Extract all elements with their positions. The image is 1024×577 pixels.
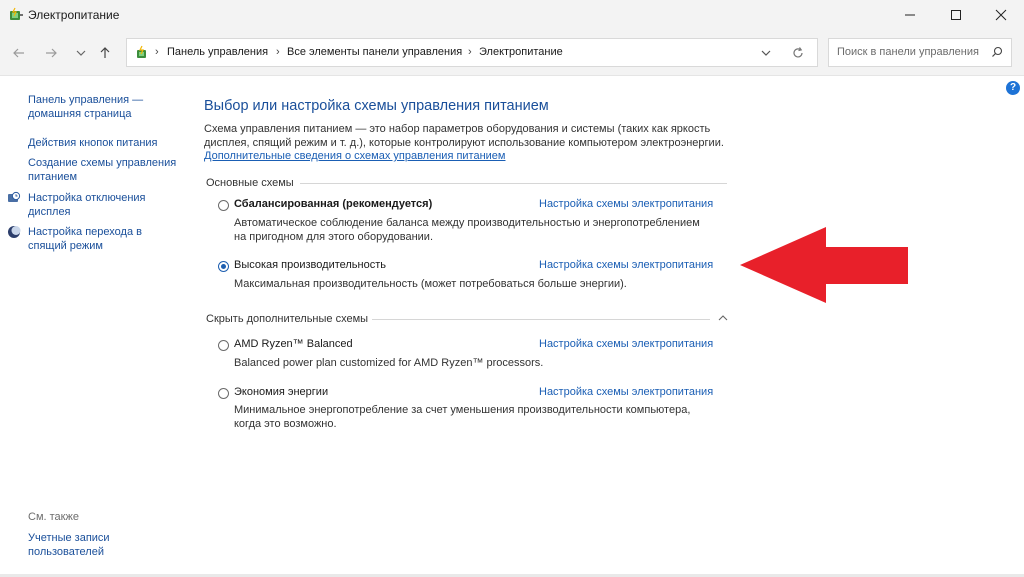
plan-desc-line: Максимальная производительность (может потребоваться больше энергии). [234, 278, 627, 290]
plan-settings-link-balanced[interactable]: Настройка схемы электропитания [539, 198, 714, 210]
plan-name-high-performance[interactable]: Высокая производительность [234, 259, 386, 271]
maximize-icon [950, 9, 962, 21]
sidebar-item-create-plan[interactable] [28, 156, 176, 184]
group-divider [300, 183, 727, 184]
arrow-right-icon [44, 46, 58, 60]
sidebar-item-power-buttons[interactable] [28, 136, 158, 150]
window-title: Электропитание [28, 8, 120, 22]
plan-name-power-saver[interactable]: Экономия энергии [234, 386, 329, 398]
search-placeholder: Поиск в панели управления [837, 46, 979, 58]
primary-plans-label: Основные схемы [206, 177, 294, 189]
plan-radio-amd-balanced[interactable] [218, 340, 229, 351]
display-clock-icon [7, 191, 21, 205]
sidebar-item-label: Настройка перехода в [28, 226, 142, 238]
breadcrumb-power-options[interactable]: Электропитание [479, 46, 563, 58]
close-button[interactable] [978, 0, 1024, 30]
close-icon [995, 9, 1007, 21]
sidebar-item-label: Настройка отключения [28, 192, 146, 204]
sidebar-item-user-accounts[interactable] [28, 531, 110, 559]
plan-name-balanced[interactable]: Сбалансированная (рекомендуется) [234, 198, 433, 210]
refresh-icon[interactable] [789, 44, 807, 62]
sidebar-item-label: спящий режим [28, 240, 103, 252]
up-button[interactable] [94, 42, 118, 64]
power-options-app-icon [8, 7, 24, 23]
plan-radio-balanced[interactable] [218, 200, 229, 211]
forward-button[interactable] [40, 42, 64, 64]
see-also-label: См. также [28, 511, 79, 523]
plan-desc-line: на пригодном для этого оборудовании. [234, 231, 433, 243]
breadcrumb-separator: › [468, 46, 472, 58]
sidebar-item-label: Действия кнопок питания [28, 137, 158, 149]
sidebar-item-label: дисплея [28, 206, 71, 218]
sidebar-item-display-off[interactable] [28, 191, 146, 219]
plan-desc-amd-balanced [234, 356, 543, 370]
sidebar-item-label: пользователей [28, 546, 104, 558]
sidebar-item-control-panel-home[interactable] [28, 93, 143, 121]
breadcrumb-separator: › [276, 46, 280, 58]
plan-desc-high-performance [234, 277, 627, 291]
plan-name-amd-balanced[interactable]: AMD Ryzen™ Balanced [234, 338, 353, 350]
description-line: дисплея, спящий режим и т. д.), которые контролируют использование компьютером электроэнергии. [204, 137, 724, 149]
search-icon[interactable] [991, 46, 1003, 58]
sidebar-item-label: питанием [28, 171, 78, 183]
search-input[interactable] [828, 38, 1012, 67]
control-panel-icon [135, 45, 151, 61]
breadcrumb-control-panel[interactable]: Панель управления [167, 46, 269, 58]
minimize-button[interactable] [887, 0, 933, 30]
navigation-bar [0, 30, 1024, 76]
help-icon[interactable]: ? [1006, 81, 1020, 95]
plan-desc-line: Минимальное энергопотребление за счет уменьшения производительности компьютера, [234, 404, 691, 416]
breadcrumb-all-items[interactable]: Все элементы панели управления [287, 46, 463, 58]
red-arrow-annotation-icon [740, 227, 912, 305]
arrow-up-icon [98, 46, 112, 60]
plan-desc-line: Автоматическое соблюдение баланса между производительностью и энергопотреблением [234, 217, 700, 229]
plan-settings-link-high-performance[interactable]: Настройка схемы электропитания [539, 259, 714, 271]
title-bar [0, 0, 1024, 30]
sidebar-item-sleep[interactable] [28, 225, 142, 253]
sidebar-item-label: Создание схемы управления [28, 157, 177, 169]
plan-desc-line: Balanced power plan customized for AMD Ryzen™ processors. [234, 357, 544, 369]
chevron-up-icon[interactable] [717, 313, 729, 323]
plan-settings-link-power-saver[interactable]: Настройка схемы электропитания [539, 386, 714, 398]
plan-desc-balanced [234, 216, 700, 244]
address-bar[interactable] [126, 38, 818, 67]
plan-desc-power-saver [234, 403, 690, 431]
sidebar-item-label: Панель управления — [28, 94, 144, 106]
maximize-button[interactable] [933, 0, 979, 30]
back-button[interactable] [8, 42, 32, 64]
plan-radio-high-performance[interactable] [218, 261, 229, 272]
hide-additional-plans-toggle[interactable]: Скрыть дополнительные схемы [206, 313, 369, 325]
chevron-down-icon [74, 46, 88, 60]
recent-locations-button[interactable] [70, 42, 94, 64]
address-dropdown-icon[interactable] [757, 44, 775, 62]
plan-radio-power-saver[interactable] [218, 388, 229, 399]
group-divider [372, 319, 710, 320]
description-line: Схема управления питанием — это набор параметров оборудования и системы (таких как яркость [204, 123, 711, 135]
breadcrumb-separator: › [155, 46, 159, 58]
minimize-icon [904, 9, 916, 21]
page-description [204, 122, 724, 150]
plan-desc-line: когда это возможно. [234, 418, 337, 430]
arrow-left-icon [12, 46, 26, 60]
sidebar-item-label: Учетные записи [28, 532, 110, 544]
page-title: Выбор или настройка схемы управления питанием [204, 98, 549, 114]
moon-icon [7, 225, 21, 239]
plan-settings-link-amd-balanced[interactable]: Настройка схемы электропитания [539, 338, 714, 350]
more-info-link[interactable]: Дополнительные сведения о схемах управления питанием [204, 150, 506, 162]
sidebar-item-label: домашняя страница [28, 108, 132, 120]
